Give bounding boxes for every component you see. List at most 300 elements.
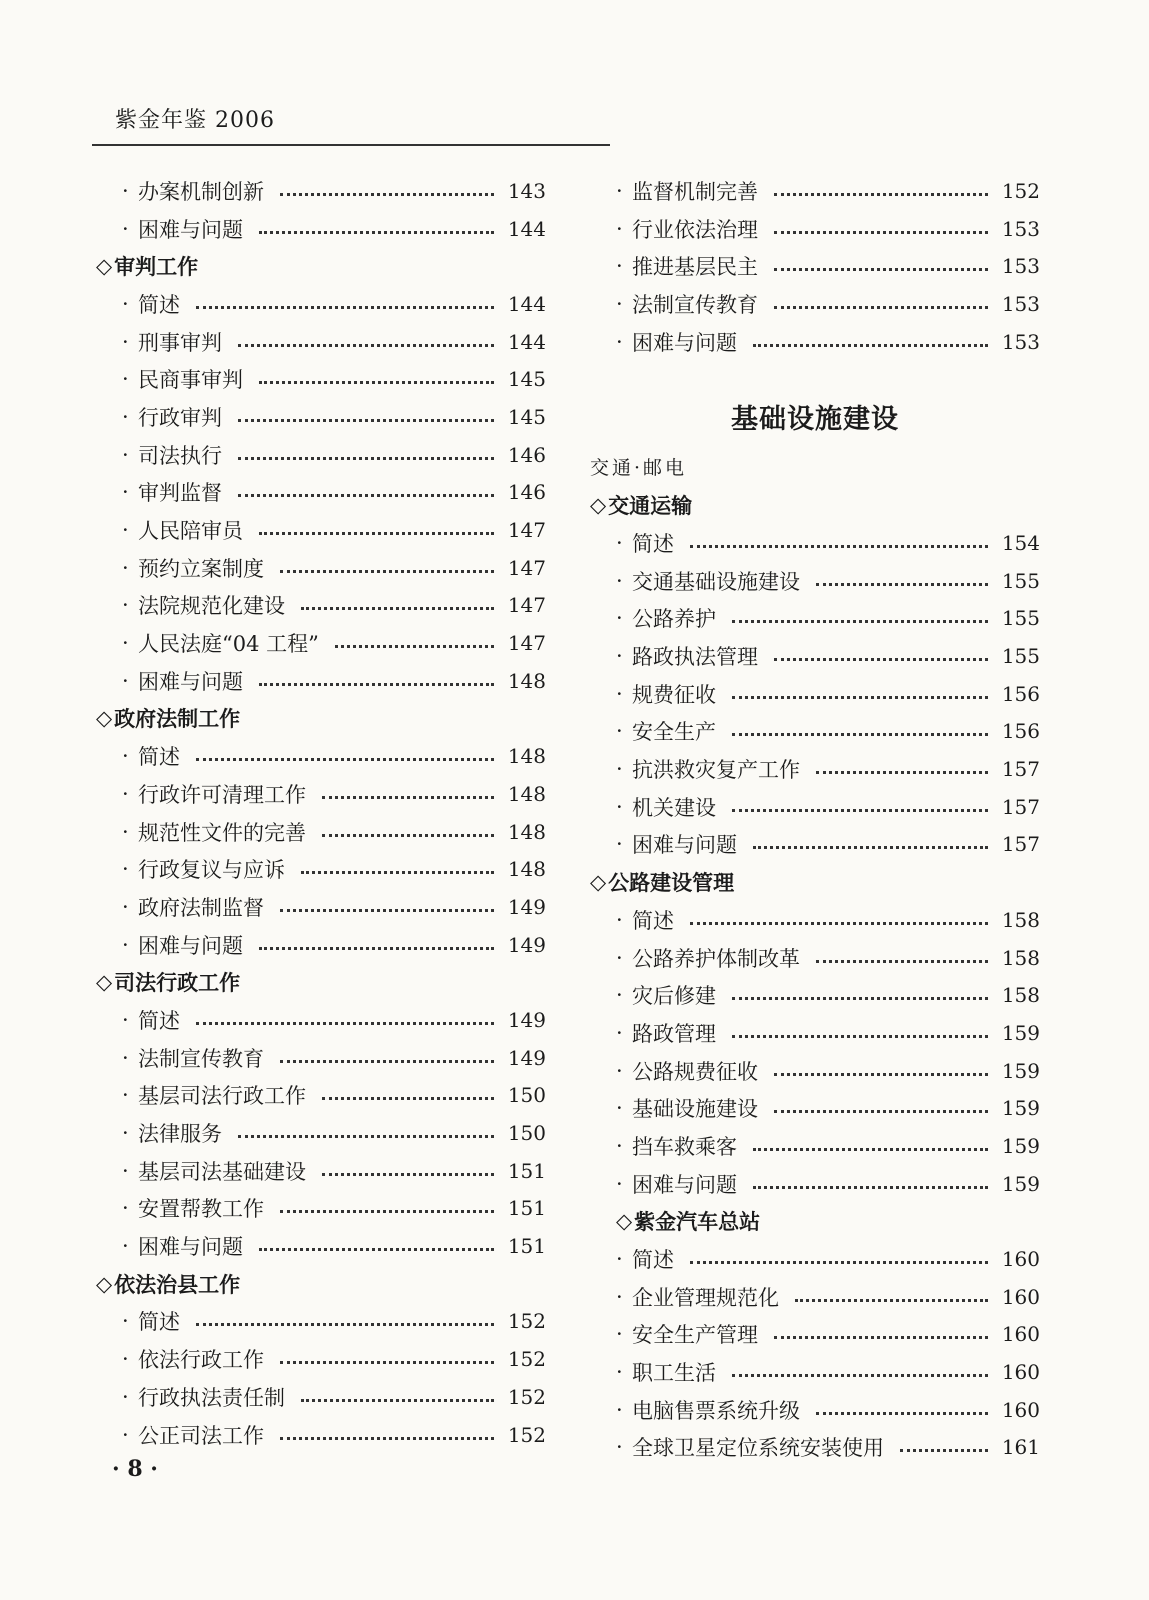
dot-leader	[690, 542, 988, 548]
dot-leader	[280, 190, 494, 196]
toc-entry	[96, 1340, 546, 1378]
toc-page-number: 156	[1001, 719, 1040, 744]
dot-leader	[732, 730, 988, 736]
section-heading	[96, 700, 546, 738]
toc-entry	[590, 210, 1040, 248]
toc-entry-label: 基层司法基础建设	[138, 1159, 306, 1184]
section-heading	[590, 863, 1040, 901]
toc-page-number: 148	[507, 819, 546, 844]
dot-leader	[238, 416, 494, 422]
bullet-dot: ·	[122, 593, 129, 618]
toc-entry	[590, 788, 1040, 826]
toc-entry	[96, 1378, 546, 1416]
toc-entry-label: 全球卫星定位系统安装使用	[632, 1436, 884, 1461]
bullet-dot: ·	[616, 1058, 623, 1083]
toc-page-number: 158	[1001, 945, 1040, 970]
section-heading-label: 司法行政工作	[114, 970, 241, 996]
dot-leader	[774, 265, 988, 271]
toc-entry	[96, 511, 546, 549]
toc-entry-label: 职工生活	[632, 1361, 716, 1386]
toc-entry-label: 法院规范化建设	[138, 594, 285, 619]
toc-page-number: 160	[1001, 1360, 1040, 1385]
bullet-dot: ·	[616, 794, 623, 819]
toc-entry	[590, 976, 1040, 1014]
bullet-dot: ·	[616, 606, 623, 631]
bullet-dot: ·	[616, 291, 623, 316]
toc-page-number: 152	[507, 1422, 546, 1447]
bullet-dot: ·	[122, 744, 129, 769]
toc-entry	[96, 1190, 546, 1228]
dot-leader	[732, 806, 988, 812]
toc-page-number: 150	[507, 1083, 546, 1108]
toc-page-number: 149	[507, 1045, 546, 1070]
section-heading	[96, 963, 546, 1001]
toc-page-number: 148	[507, 857, 546, 882]
dot-leader	[238, 341, 494, 347]
toc-entry	[96, 775, 546, 813]
bullet-dot: ·	[616, 1322, 623, 1347]
bullet-dot: ·	[122, 1158, 129, 1183]
toc-entry-label: 困难与问题	[138, 933, 243, 958]
toc-entry-label: 行政复议与应诉	[138, 858, 285, 883]
toc-entry	[590, 323, 1040, 361]
toc-entry	[96, 813, 546, 851]
toc-page-number: 160	[1001, 1397, 1040, 1422]
toc-entry	[590, 172, 1040, 210]
toc-entry-label: 简述	[138, 1008, 180, 1033]
toc-entry-label: 灾后修建	[632, 984, 716, 1009]
bullet-dot: ·	[616, 907, 623, 932]
toc-entry-label: 行政许可清理工作	[138, 782, 306, 807]
dot-leader	[795, 1296, 988, 1302]
toc-page-number: 156	[1001, 681, 1040, 706]
dot-leader	[900, 1446, 988, 1452]
toc-entry-label: 路政管理	[632, 1021, 716, 1046]
dot-leader	[322, 1170, 494, 1176]
toc-entry	[96, 926, 546, 964]
category-label: 交通·邮电	[590, 456, 688, 479]
toc-page-number: 152	[507, 1347, 546, 1372]
toc-entry-label: 监督机制完善	[632, 179, 758, 204]
toc-entry-label: 困难与问题	[632, 330, 737, 355]
section-heading	[590, 1203, 1040, 1241]
bullet-dot: ·	[616, 254, 623, 279]
toc-entry-label: 规费征收	[632, 682, 716, 707]
bullet-dot: ·	[122, 329, 129, 354]
toc-page-number: 147	[507, 593, 546, 618]
dot-leader	[816, 957, 988, 963]
toc-page-number: 152	[507, 1309, 546, 1334]
dot-leader	[259, 944, 494, 950]
toc-entry-label: 公正司法工作	[138, 1423, 264, 1448]
dot-leader	[774, 1070, 988, 1076]
toc-page-number: 149	[507, 932, 546, 957]
diamond-icon: ◇	[96, 970, 113, 995]
toc-page-number: 155	[1001, 644, 1040, 669]
toc-entry	[96, 737, 546, 775]
toc-entry-label: 简述	[632, 908, 674, 933]
toc-entry	[590, 1391, 1040, 1429]
toc-entry	[96, 662, 546, 700]
bullet-dot: ·	[616, 178, 623, 203]
toc-entry	[96, 474, 546, 512]
dot-leader	[774, 190, 988, 196]
bullet-dot: ·	[616, 1020, 623, 1045]
bullet-dot: ·	[122, 1045, 129, 1070]
section-heading-label: 依法治县工作	[114, 1271, 241, 1297]
dot-leader	[690, 919, 988, 925]
dot-leader	[196, 1019, 494, 1025]
dot-leader	[301, 604, 494, 610]
bullet-dot: ·	[616, 757, 623, 782]
bullet-dot: ·	[122, 1007, 129, 1032]
bullet-dot: ·	[122, 291, 129, 316]
bullet-dot: ·	[122, 1121, 129, 1146]
toc-page-number: 155	[1001, 568, 1040, 593]
dot-leader	[196, 303, 494, 309]
section-heading	[96, 247, 546, 285]
bullet-dot: ·	[616, 1397, 623, 1422]
section-heading-label: 公路建设管理	[608, 870, 735, 896]
bullet-dot: ·	[616, 1133, 623, 1158]
toc-entry	[590, 675, 1040, 713]
toc-page-number: 153	[1001, 329, 1040, 354]
bullet-dot: ·	[122, 1309, 129, 1334]
bullet-dot: ·	[122, 480, 129, 505]
toc-entry-label: 困难与问题	[138, 1235, 243, 1260]
toc-entry-label: 困难与问题	[632, 1172, 737, 1197]
diamond-icon: ◇	[616, 1209, 633, 1234]
toc-entry	[96, 285, 546, 323]
dot-leader	[280, 906, 494, 912]
section-heading-label: 交通运输	[608, 493, 693, 519]
bullet-dot: ·	[122, 819, 129, 844]
toc-entry	[96, 1152, 546, 1190]
toc-entry	[590, 637, 1040, 675]
toc-page-number: 150	[507, 1121, 546, 1146]
toc-entry	[590, 1165, 1040, 1203]
toc-page-number: 145	[507, 404, 546, 429]
bullet-dot: ·	[122, 631, 129, 656]
toc-entry	[96, 888, 546, 926]
toc-page-number: 148	[507, 744, 546, 769]
toc-entry-label: 路政执法管理	[632, 645, 758, 670]
toc-entry-label: 困难与问题	[632, 833, 737, 858]
diamond-icon: ◇	[96, 706, 113, 731]
toc-entry-label: 困难与问题	[138, 669, 243, 694]
toc-page-number: 143	[507, 178, 546, 203]
toc-entry	[590, 1240, 1040, 1278]
bullet-dot: ·	[122, 367, 129, 392]
toc-entry	[590, 826, 1040, 864]
bullet-dot: ·	[122, 216, 129, 241]
toc-entry	[96, 1077, 546, 1115]
toc-left-column	[96, 172, 546, 1453]
toc-entry-label: 行业依法治理	[632, 217, 758, 242]
toc-entry	[590, 713, 1040, 751]
toc-entry	[96, 398, 546, 436]
bullet-dot: ·	[616, 568, 623, 593]
toc-entry-label: 规范性文件的完善	[138, 820, 306, 845]
toc-entry-label: 交通基础设施建设	[632, 569, 800, 594]
toc-entry	[590, 1014, 1040, 1052]
bullet-dot: ·	[122, 1196, 129, 1221]
toc-entry	[590, 1353, 1040, 1391]
dot-leader	[196, 755, 494, 761]
toc-entry-label: 机关建设	[632, 795, 716, 820]
toc-entry	[590, 1089, 1040, 1127]
dot-leader	[816, 1409, 988, 1415]
toc-page-number: 151	[507, 1196, 546, 1221]
toc-page-number: 146	[507, 442, 546, 467]
toc-page-number: 157	[1001, 794, 1040, 819]
toc-page-number: 147	[507, 555, 546, 580]
toc-entry	[96, 549, 546, 587]
dot-leader	[732, 1032, 988, 1038]
toc-entry	[590, 1127, 1040, 1165]
bullet-dot: ·	[122, 781, 129, 806]
toc-page-number: 152	[1001, 178, 1040, 203]
dot-leader	[732, 693, 988, 699]
header-rule	[92, 144, 610, 146]
toc-page-number: 161	[1001, 1435, 1040, 1460]
section-heading-label: 政府法制工作	[114, 706, 241, 732]
toc-entry	[590, 524, 1040, 562]
dot-leader	[196, 1320, 494, 1326]
dot-leader	[259, 1245, 494, 1251]
toc-page-number: 144	[507, 216, 546, 241]
dot-leader	[322, 1094, 494, 1100]
toc-entry	[590, 600, 1040, 638]
dot-leader	[280, 1434, 494, 1440]
dot-leader	[753, 341, 988, 347]
toc-entry	[96, 360, 546, 398]
toc-entry-label: 简述	[138, 1310, 180, 1335]
toc-entry-label: 公路养护	[632, 607, 716, 632]
dot-leader	[774, 1107, 988, 1113]
dot-leader	[774, 655, 988, 661]
toc-page-number: 149	[507, 1007, 546, 1032]
bullet-dot: ·	[616, 329, 623, 354]
bullet-dot: ·	[616, 644, 623, 669]
bullet-dot: ·	[616, 1284, 623, 1309]
bullet-dot: ·	[122, 442, 129, 467]
toc-page-number: 153	[1001, 216, 1040, 241]
section-heading	[590, 486, 1040, 524]
bullet-dot: ·	[122, 894, 129, 919]
bullet-dot: ·	[616, 1096, 623, 1121]
toc-page-number: 160	[1001, 1284, 1040, 1309]
toc-entry-label: 安全生产	[632, 720, 716, 745]
toc-entry-label: 简述	[632, 531, 674, 556]
toc-right-column	[590, 172, 1040, 1466]
toc-page-number: 155	[1001, 606, 1040, 631]
toc-entry-label: 行政执法责任制	[138, 1385, 285, 1410]
toc-entry-label: 公路规费征收	[632, 1059, 758, 1084]
toc-entry	[96, 850, 546, 888]
toc-page-number: 145	[507, 367, 546, 392]
toc-entry-label: 安全生产管理	[632, 1323, 758, 1348]
dot-leader	[259, 228, 494, 234]
toc-entry-label: 预约立案制度	[138, 556, 264, 581]
toc-page-number: 157	[1001, 832, 1040, 857]
toc-entry	[590, 939, 1040, 977]
toc-entry	[590, 1278, 1040, 1316]
dot-leader	[280, 1207, 494, 1213]
bullet-dot: ·	[122, 518, 129, 543]
toc-entry	[96, 1416, 546, 1454]
toc-entry-label: 公路养护体制改革	[632, 946, 800, 971]
toc-page-number: 159	[1001, 1133, 1040, 1158]
toc-entry-label: 困难与问题	[138, 217, 243, 242]
dot-leader	[753, 843, 988, 849]
spacer	[590, 360, 1040, 386]
bullet-dot: ·	[122, 1422, 129, 1447]
dot-leader	[280, 567, 494, 573]
toc-page-number: 144	[507, 329, 546, 354]
dot-leader	[753, 1183, 988, 1189]
toc-page-number: 159	[1001, 1171, 1040, 1196]
toc-entry-label: 司法执行	[138, 443, 222, 468]
bullet-dot: ·	[616, 1360, 623, 1385]
bullet-dot: ·	[122, 668, 129, 693]
bullet-dot: ·	[122, 178, 129, 203]
diamond-icon: ◇	[96, 1271, 113, 1296]
toc-entry-label: 刑事审判	[138, 330, 222, 355]
toc-entry	[590, 1316, 1040, 1354]
toc-page-number: 151	[507, 1234, 546, 1259]
dot-leader	[816, 580, 988, 586]
toc-entry-label: 人民陪审员	[138, 519, 243, 544]
toc-entry	[96, 1001, 546, 1039]
bullet-dot: ·	[122, 1083, 129, 1108]
toc-entry	[590, 750, 1040, 788]
dot-leader	[322, 831, 494, 837]
dot-leader	[238, 491, 494, 497]
bullet-dot: ·	[122, 1234, 129, 1259]
bullet-dot: ·	[122, 857, 129, 882]
toc-entry-label: 行政审判	[138, 405, 222, 430]
toc-entry-label: 简述	[632, 1248, 674, 1273]
toc-entry-label: 电脑售票系统升级	[632, 1398, 800, 1423]
bullet-dot: ·	[616, 1247, 623, 1272]
diamond-icon: ◇	[96, 254, 113, 279]
toc-entry	[96, 587, 546, 625]
bullet-dot: ·	[122, 1347, 129, 1372]
toc-entry-label: 民商事审判	[138, 368, 243, 393]
section-heading-label: 紫金汽车总站	[634, 1209, 761, 1235]
bullet-dot: ·	[122, 1384, 129, 1409]
bullet-dot: ·	[122, 555, 129, 580]
bullet-dot: ·	[616, 945, 623, 970]
dot-leader	[732, 994, 988, 1000]
part-title: 基础设施建设	[731, 403, 899, 435]
bullet-dot: ·	[616, 530, 623, 555]
section-heading-label: 审判工作	[114, 254, 199, 280]
dot-leader	[301, 868, 494, 874]
toc-page-number: 149	[507, 894, 546, 919]
dot-leader	[816, 768, 988, 774]
toc-page-number: 153	[1001, 254, 1040, 279]
dot-leader	[280, 1057, 494, 1063]
dot-leader	[335, 642, 494, 648]
dot-leader	[753, 1145, 988, 1151]
toc-page-number: 154	[1001, 530, 1040, 555]
dot-leader	[259, 378, 494, 384]
toc-entry	[96, 1227, 546, 1265]
toc-entry-label: 办案机制创新	[138, 179, 264, 204]
diamond-icon: ◇	[590, 493, 607, 518]
toc-entry-label: 基层司法行政工作	[138, 1084, 306, 1109]
toc-page-number: 146	[507, 480, 546, 505]
toc-entry-label: 简述	[138, 292, 180, 317]
toc-page-number: 158	[1001, 983, 1040, 1008]
toc-entry-label: 审判监督	[138, 481, 222, 506]
toc-entry	[96, 172, 546, 210]
toc-page-number: 152	[507, 1384, 546, 1409]
dot-leader	[301, 1396, 494, 1402]
toc-entry	[590, 1429, 1040, 1467]
bullet-dot: ·	[616, 983, 623, 1008]
toc-entry	[96, 1114, 546, 1152]
running-header: 紫金年鉴 2006	[115, 108, 275, 133]
toc-entry-label: 抗洪救灾复产工作	[632, 758, 800, 783]
dot-leader	[280, 1358, 494, 1364]
toc-entry-label: 企业管理规范化	[632, 1285, 779, 1310]
toc-entry	[96, 1303, 546, 1341]
toc-page-number: 148	[507, 781, 546, 806]
toc-page-number: 144	[507, 291, 546, 316]
toc-page-number: 159	[1001, 1020, 1040, 1045]
toc-entry-label: 依法行政工作	[138, 1348, 264, 1373]
bullet-dot: ·	[616, 719, 623, 744]
toc-entry	[590, 1052, 1040, 1090]
toc-entry	[590, 562, 1040, 600]
dot-leader	[322, 793, 494, 799]
toc-entry-label: 推进基层民主	[632, 255, 758, 280]
bullet-dot: ·	[616, 681, 623, 706]
toc-entry	[96, 624, 546, 662]
toc-page-number: 147	[507, 518, 546, 543]
toc-page-number: 160	[1001, 1247, 1040, 1272]
dot-leader	[732, 1371, 988, 1377]
toc-page-number: 157	[1001, 757, 1040, 782]
section-heading	[96, 1265, 546, 1303]
dot-leader	[259, 529, 494, 535]
dot-leader	[238, 454, 494, 460]
toc-entry-label: 法制宣传教育	[138, 1046, 264, 1071]
toc-entry-label: 人民法庭“04 工程”	[138, 632, 319, 657]
toc-entry	[96, 210, 546, 248]
bullet-dot: ·	[616, 1435, 623, 1460]
toc-entry	[96, 323, 546, 361]
dot-leader	[690, 1258, 988, 1264]
toc-page-number: 160	[1001, 1322, 1040, 1347]
toc-page-number: 159	[1001, 1096, 1040, 1121]
dot-leader	[732, 617, 988, 623]
toc-page-number: 148	[507, 668, 546, 693]
toc-page-number: 159	[1001, 1058, 1040, 1083]
bullet-dot: ·	[122, 932, 129, 957]
bullet-dot: ·	[616, 832, 623, 857]
toc-entry	[590, 285, 1040, 323]
dot-leader	[259, 680, 494, 686]
toc-page-number: 147	[507, 631, 546, 656]
toc-entry-label: 基础设施建设	[632, 1097, 758, 1122]
toc-entry	[96, 436, 546, 474]
diamond-icon: ◇	[590, 870, 607, 895]
toc-entry-label: 挡车救乘客	[632, 1134, 737, 1159]
